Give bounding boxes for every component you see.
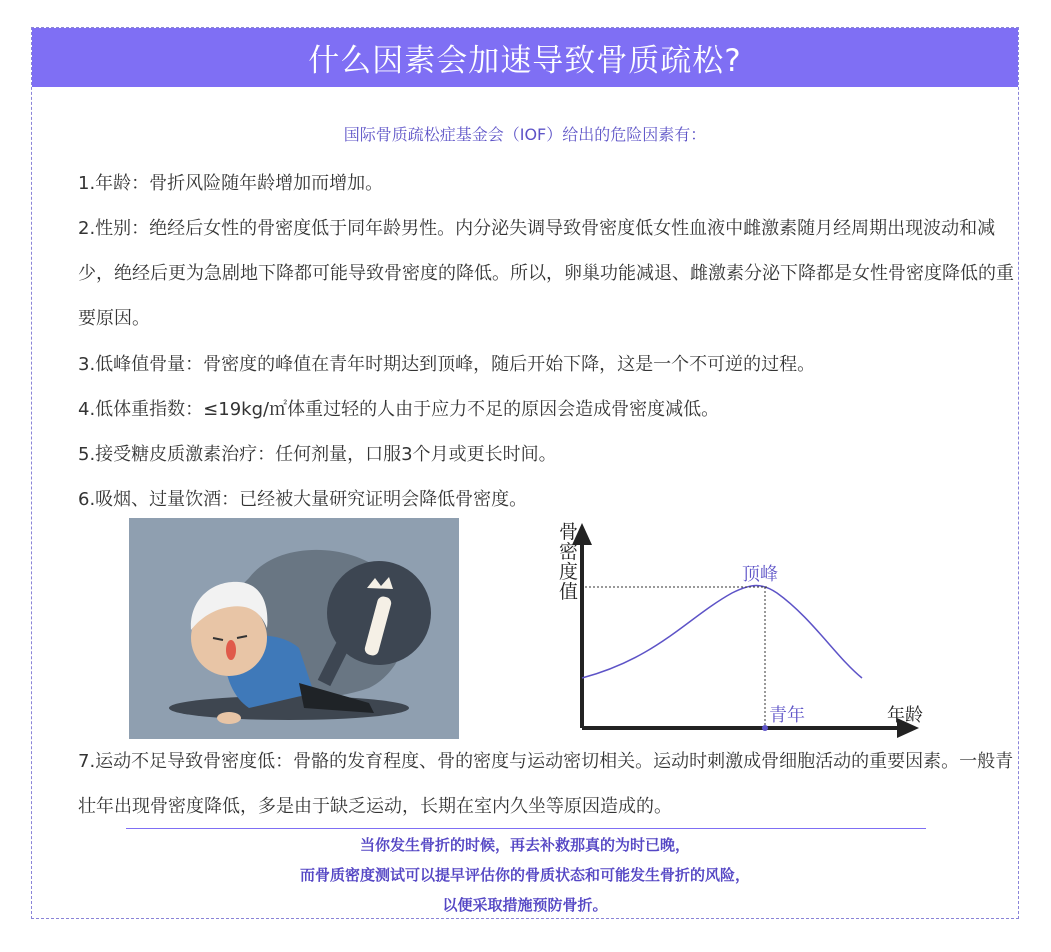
footer-line-1: 当你发生骨折的时候，再去补救那真的为时已晚，: [359, 836, 690, 854]
ground-shadow: [169, 696, 409, 720]
factor-age: 1.年龄：骨折风险随年龄增加而增加。: [78, 173, 384, 194]
factor-peak-bone-mass: 3.低峰值骨量：骨密度的峰值在青年时期达到顶峰，随后开始下降，这是一个不可逆的过程。: [78, 354, 816, 375]
fall-fracture-illustration: [129, 518, 459, 739]
peak-label: 顶峰: [742, 564, 778, 585]
ylabel-char-2: 密: [559, 541, 579, 563]
factor-glucocorticoid: 5.接受糖皮质激素治疗：任何剂量，口服3个月或更长时间。: [78, 444, 557, 465]
x-axis-label: 年龄: [887, 705, 923, 726]
footer-divider: [126, 828, 926, 829]
density-curve: [582, 586, 862, 679]
subtitle: 国际骨质疏松症基金会（IOF）给出的危险因素有：: [343, 125, 707, 144]
ylabel-char-1: 骨: [559, 521, 579, 543]
factor-low-bmi: 4.低体重指数：≤19kg/㎡体重过轻的人由于应力不足的原因会造成骨密度减低。: [78, 399, 720, 420]
ylabel-char-4: 值: [559, 581, 579, 603]
bone-density-chart: [537, 518, 937, 740]
footer-line-2: 而骨质密度测试可以提早评估你的骨质状态和可能发生骨折的风险，: [299, 866, 750, 884]
footer-note: [32, 830, 1018, 920]
page-title: 什么因素会加速导致骨质疏松?: [32, 28, 1018, 87]
man-hand: [217, 712, 241, 724]
article-card: [31, 27, 1019, 919]
youth-label: 青年: [769, 705, 805, 726]
footer-line-3: 以便采取措施预防骨折。: [442, 896, 608, 914]
youth-marker: [762, 725, 768, 731]
ylabel-char-3: 度: [559, 561, 579, 583]
factor-smoking-drinking: 6.吸烟、过量饮酒：已经被大量研究证明会降低骨密度。: [78, 489, 528, 510]
man-nose: [226, 640, 236, 660]
factor-lack-exercise: 7.运动不足导致骨密度低：骨骼的发育程度、骨的密度与运动密切相关。运动时刺激成骨细胞活动的重要因素。一般青壮年出现骨密度降低，多是由于缺乏运动，长期在室内久坐等原因造成的。: [78, 751, 1014, 817]
factor-gender: 2.性别：绝经后女性的骨密度低于同年龄男性。内分泌失调导致骨密度低女性血液中雌激素随月经周期出现波动和减少，绝经后更为急剧地下降都可能导致骨密度的降低。所以，卵巢功能减退、雌激素分泌下降都是女性骨密度降低的重要原因。: [78, 218, 1014, 329]
